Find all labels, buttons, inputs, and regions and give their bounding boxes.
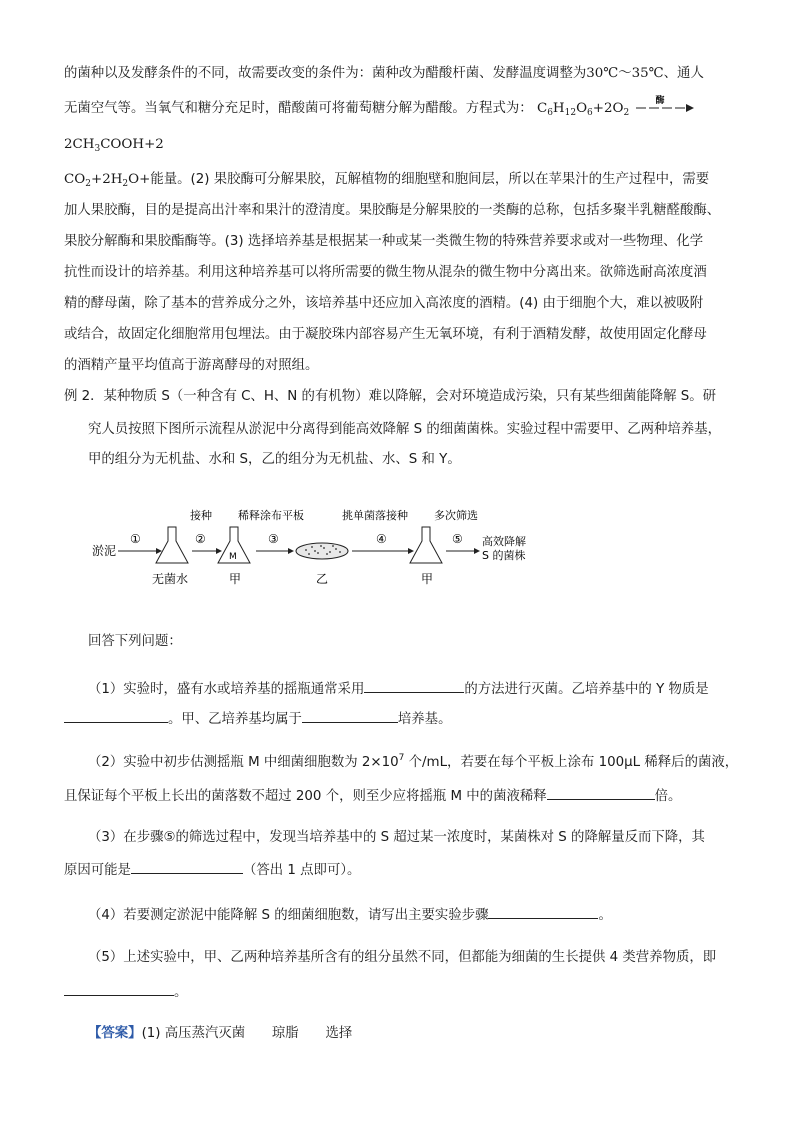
flask-2-mark: M	[229, 552, 237, 562]
arrow-3-head	[288, 548, 294, 554]
text: 。甲、乙培养基均属于	[168, 712, 302, 727]
flask-icon	[156, 527, 188, 563]
text: （4）若要测定淤泥中能降解 S 的细菌细胞数，请写出主要实验步骤	[88, 908, 489, 923]
paragraph-line-4	[64, 170, 709, 190]
answer-blank[interactable]	[364, 678, 464, 693]
chemical-formula: $C_6H_{12}O_6+2O_2$	[536, 101, 630, 118]
answer-blank[interactable]	[131, 859, 243, 874]
enzyme-label: 酶	[655, 96, 665, 106]
answer-line-1	[88, 1024, 352, 1044]
step-4-label: ④	[376, 532, 387, 546]
step-2-label: ②	[195, 532, 206, 546]
answer-blank[interactable]	[302, 708, 398, 723]
step-5-caption: 多次筛选	[434, 509, 478, 522]
petri-dish-icon	[296, 543, 348, 559]
formula-products: $CO_2+2H_2O+$	[64, 172, 151, 189]
start-label: 淤泥	[92, 544, 117, 558]
arrow-2-head	[216, 548, 222, 554]
question-2-line-1	[88, 753, 738, 773]
answer-blank[interactable]	[64, 981, 174, 996]
flask-3-label: 甲	[421, 572, 434, 586]
paragraph-line-1	[64, 64, 704, 84]
temperature-range: 30℃～35℃	[586, 66, 664, 81]
question-1-line-2	[64, 708, 451, 730]
step-2-caption: 接种	[190, 509, 212, 522]
text: 无菌空气等。当氧气和糖分充足时，醋酸菌可将葡萄糖分解为醋酸。方程式为：	[64, 101, 533, 116]
paragraph-line-7: 抗性而设计的培养基。利用这种培养基可以将所需要的微生物从混杂的微生物中分离出来。欲筛选耐高浓度酒	[64, 265, 707, 280]
question-2-line-2	[64, 785, 681, 807]
text: 。	[174, 985, 188, 1000]
question-3-line-1: （3）在步骤⑤的筛选过程中，发现当培养基中的 S 超过某一浓度时，某菌株对 S 的降解量反而下降，其	[88, 830, 705, 845]
text: 、通人	[663, 66, 704, 81]
step-4-caption: 挑单菌落接种	[342, 509, 408, 522]
answer-blank[interactable]	[547, 785, 655, 800]
text: （2）实验中初步估测摇瓶 M 中细菌细胞数为 2×10	[88, 755, 399, 770]
paragraph-line-9: 或结合，故固定化细胞常用包埋法。由于凝胶珠内部容易产生无氧环境，有利于酒精发酵，故使用固定化酵母	[64, 327, 707, 342]
experiment-flow-diagram	[90, 505, 560, 605]
paragraph-line-8: 精的酵母菌，除了基本的营养成分之外，该培养基中还应加入高浓度的酒精。(4) 由于细胞个大，难以被吸附	[64, 296, 704, 311]
text: 且保证每个平板上长出的菌落数不超过 200 个，则至少应将摇瓶 M 中的菌液稀释	[64, 789, 547, 804]
text: 能量。(2) 果胶酶可分解果胶，瓦解植物的细胞壁和胞间层，所以在苹果汁的生产过程中，需要	[150, 172, 710, 187]
text: 的方法进行灭菌。乙培养基中的 Y 物质是	[464, 682, 709, 697]
result-label-2: S 的菌株	[482, 549, 526, 562]
plate-label: 乙	[316, 572, 329, 586]
paragraph-line-3: $2CH_3COOH+2$	[64, 137, 164, 154]
text: 倍。	[654, 789, 682, 804]
question-4-line-1	[88, 904, 612, 926]
flask-icon	[410, 527, 442, 563]
paragraph-line-5: 加人果胶酶，目的是提高出汁率和果汁的澄清度。果胶酶是分解果胶的一类酶的总称，包括多聚半乳糖醛酸酶、	[64, 203, 721, 218]
flask-1-label: 无菌水	[152, 572, 189, 586]
paragraph-line-6: 果胶分解酶和果胶酯酶等。(3) 选择培养基是根据某一种或某一类微生物的特殊营养要求或对一些物理、化学	[64, 234, 704, 249]
text: 个/mL，若要在每个平板上涂布 100μL 稀释后的菌液，	[404, 755, 739, 770]
step-1-label: ①	[130, 532, 141, 546]
text: （1）实验时，盛有水或培养基的摇瓶通常采用	[88, 682, 365, 697]
question-5-line-1: （5）上述实验中，甲、乙两种培养基所含有的组分虽然不同，但都能为细菌的生长提供 4 类营养物质，即	[88, 950, 717, 965]
step-3-label: ③	[268, 532, 279, 546]
text: 培养基。	[397, 712, 452, 727]
arrow-5-head	[474, 548, 480, 554]
text: 的菌种以及发酵条件的不同，故需要改变的条件为：菌种改为醋酸杆菌、发酵温度调整为	[64, 66, 587, 81]
flask-2-label: 甲	[229, 572, 242, 586]
exponent: 7	[398, 753, 405, 763]
enzyme-arrow-icon	[634, 96, 694, 115]
answer-blank[interactable]	[488, 904, 598, 919]
example-line-3: 甲的组分为无机盐、水和 S，乙的组分为无机盐、水、S 和 Y。	[88, 452, 461, 467]
example-line-1: 例 2．某种物质 S（一种含有 C、H、N 的有机物）难以降解，会对环境造成污染，只有某些细菌能降解 S。研	[64, 389, 717, 404]
text: 原因可能是	[64, 863, 131, 878]
question-3-line-2	[64, 859, 360, 881]
text: 。	[598, 908, 612, 923]
paragraph-line-10: 的酒精产量平均值高于游离酵母的对照组。	[64, 358, 319, 373]
paragraph-line-2	[64, 96, 694, 119]
question-5-line-2	[64, 981, 187, 1003]
example-line-2: 究人员按照下图所示流程从淤泥中分离得到能高效降解 S 的细菌菌株。实验过程中需要甲、乙两种培养基，	[88, 422, 721, 437]
answer-tag: 【答案】	[88, 1026, 142, 1041]
step-5-label: ⑤	[452, 532, 463, 546]
question-1-line-1	[88, 678, 709, 700]
text: （答出 1 点即可）。	[242, 863, 361, 878]
answer-blank[interactable]	[64, 708, 168, 723]
answer-text: (1) 高压蒸汽灭菌 琼脂 选择	[141, 1026, 353, 1041]
result-label-1: 高效降解	[482, 535, 526, 548]
questions-intro: 回答下列问题：	[88, 634, 182, 649]
arrow-4-head	[408, 548, 414, 554]
step-3-caption: 稀释涂布平板	[238, 509, 304, 522]
